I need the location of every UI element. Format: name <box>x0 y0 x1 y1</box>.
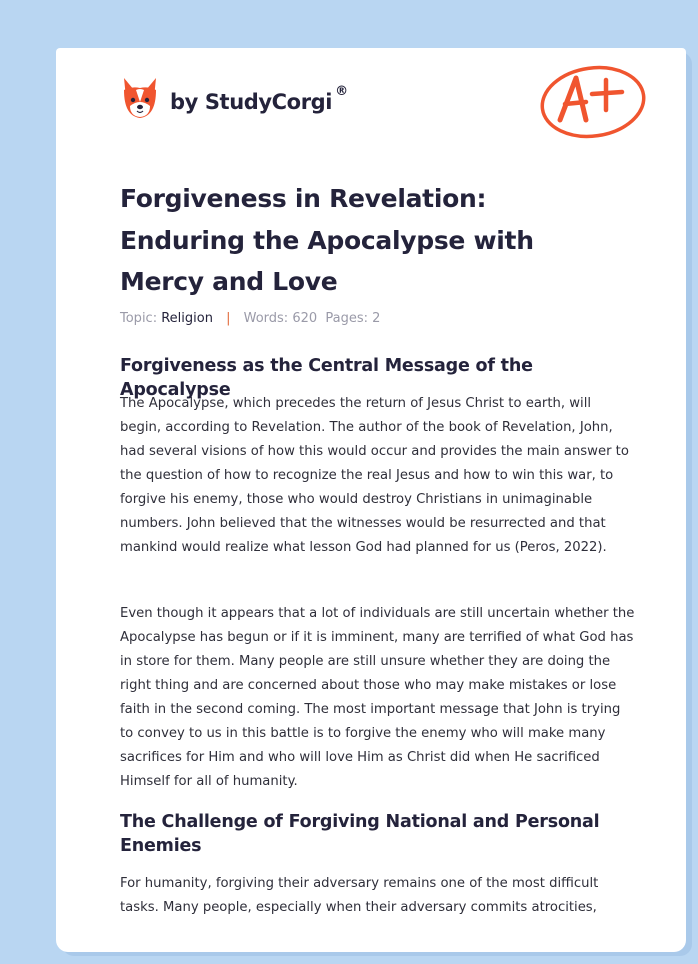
essay-title: Forgiveness in Revelation: Enduring the Apocalypse with Mercy and Love <box>120 184 534 296</box>
registered-mark: ® <box>335 84 348 99</box>
brand-name: by StudyCorgi ® <box>170 84 348 114</box>
paragraph: Even though it appears that a lot of individuals are still uncertain whether the Apocalypse has begun or if it is imminent, many are terrified of what God has in store for them. Many people are still unsure whether they are doing the right thing and are concerned about those who may make mistakes or lose faith in the second coming. The most important message that John is trying to convey to us in this battle is to forgive the enemy who will make many sacrifices for Him and who will love Him as Christ did when He sacrificed Himself for all of humanity. <box>120 606 635 789</box>
essay-meta <box>120 311 380 326</box>
page-count: Pages: 2 <box>325 311 381 326</box>
paragraph: For humanity, forgiving their adversary remains one of the most difficult tasks. Many people, especially when their adversary commits atrocities, <box>120 876 599 915</box>
corgi-icon <box>120 76 160 120</box>
topic-label: Topic: <box>120 311 158 326</box>
meta-separator: | <box>226 311 231 326</box>
document-page <box>56 48 686 952</box>
topic-link[interactable]: Religion <box>161 311 213 326</box>
studycorgi-logo[interactable] <box>120 76 348 120</box>
word-count: Words: 620 <box>243 311 318 326</box>
section-heading: The Challenge of Forgiving National and Personal Enemies <box>120 812 600 856</box>
a-plus-grade-icon <box>536 58 651 143</box>
paragraph: The Apocalypse, which precedes the return of Jesus Christ to earth, will begin, according to Revelation. The author of the book of Revelation, John, had several visions of how this would occur and provides the main answer to the question of how to recognize the real Jesus and how to win this war, to forgive his enemy, those who would destroy Christians in unimaginable numbers. John believed that the witnesses would be resurrected and that mankind would realize what lesson God had planned for us (Peros, 2022). <box>120 396 629 555</box>
section-heading: Forgiveness as the Central Message of the Apocalypse <box>120 356 533 400</box>
